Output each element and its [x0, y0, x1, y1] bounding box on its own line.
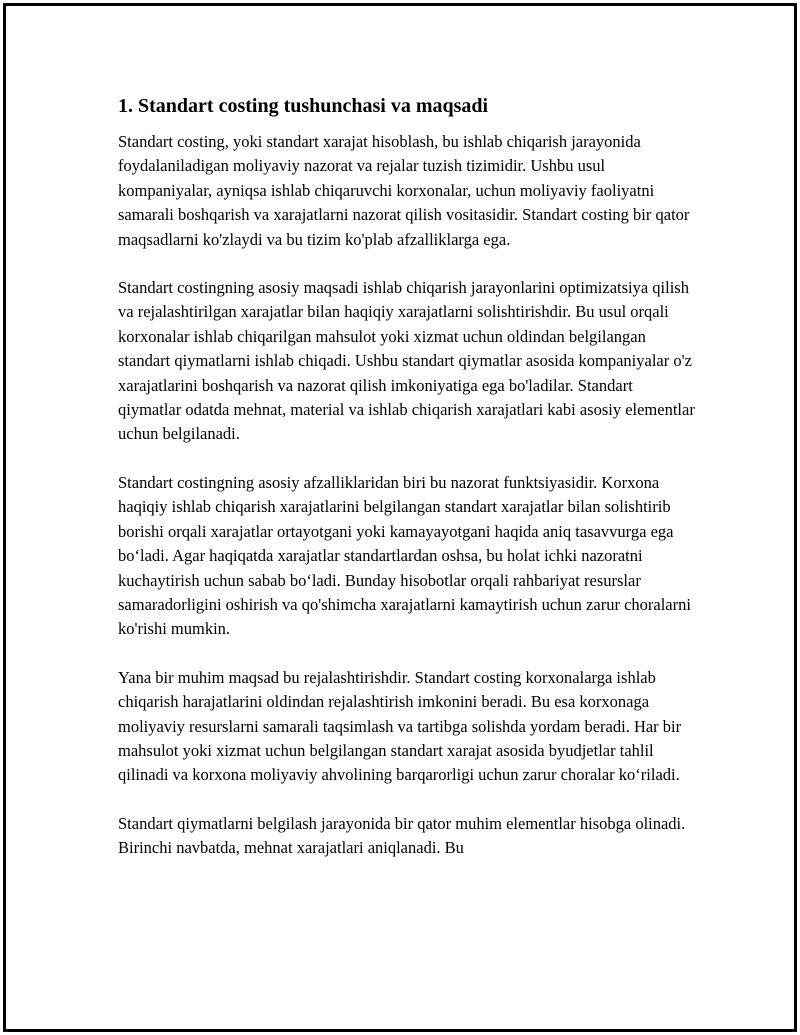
- paragraph-1: Standart costing, yoki standart xarajat hisoblash, bu ishlab chiqarish jarayonida foydalaniladigan moliyaviy nazorat va rejalar tuzish tizimidir. Ushbu usul kompaniyalar, ayniqsa ishlab chiqaruvchi korxonalar, uchun moliyaviy faoliyatni samarali boshqarish va xarajatlarni nazorat qilish vositasidir. Standart costing bir qator maqsadlarni ko'zlaydi va bu tizim ko'plab afzalliklarga ega.: [118, 132, 690, 249]
- document-body: [118, 93, 698, 885]
- paragraph-3: Standart costingning asosiy afzalliklaridan biri bu nazorat funktsiyasidir. Korxona haqiqiy ishlab chiqarish xarajatlarini belgilangan standart xarajatlar bilan solishtirib borishi orqali xarajatlar ortayotgani yoki kamayayotgani haqida aniq tasavvurga ega bo‘ladi. Agar haqiqatda xarajatlar standartlardan oshsa, bu holat ichki nazoratni kuchaytirish uchun sabab bo‘ladi. Bunday hisobotlar orqali rahbariyat resurslar samaradorligini oshirish va qo'shimcha xarajatlarni kamaytirish uchun zarur choralarni ko'rishi mumkin.: [118, 472, 691, 639]
- paragraph-4: Yana bir muhim maqsad bu rejalashtirishdir. Standart costing korxonalarga ishlab chiqarish harajatlarini oldindan rejalashtirish imkonini beradi. Bu esa korxonaga moliyaviy resurslarni samarali taqsimlash va tartibga solishda yordam beradi. Har bir mahsulot yoki xizmat uchun belgilangan standart xarajat asosida byudjetlar tahlil qilinadi va korxona moliyaviy ahvolining barqarorligi uchun zarur choralar ko‘riladi.: [118, 667, 682, 785]
- section-heading: 1. Standart costing tushunchasi va maqsadi: [118, 95, 489, 117]
- paragraph-5: Standart qiymatlarni belgilash jarayonida bir qator muhim elementlar hisobga olinadi. Birinchi navbatda, mehnat xarajatlari aniqlanadi. Bu: [118, 813, 686, 858]
- paragraph-2: Standart costingning asosiy maqsadi ishlab chiqarish jarayonlarini optimizatsiya qilish va rejalashtirilgan xarajatlar bilan haqiqiy xarajatlarni solishtirishdir. Bu usul orqali korxonalar ishlab chiqarilgan mahsulot yoki xizmat uchun oldindan belgilangan standart qiymatlarni ishlab chiqadi. Ushbu standart qiymatlar asosida kompaniyalar o'z xarajatlarini boshqarish va nazorat qilish imkoniyatiga ega bo'ladilar. Standart qiymatlar odatda mehnat, material va ishlab chiqarish xarajatlari kabi asosiy elementlar uchun belgilanadi.: [118, 278, 695, 444]
